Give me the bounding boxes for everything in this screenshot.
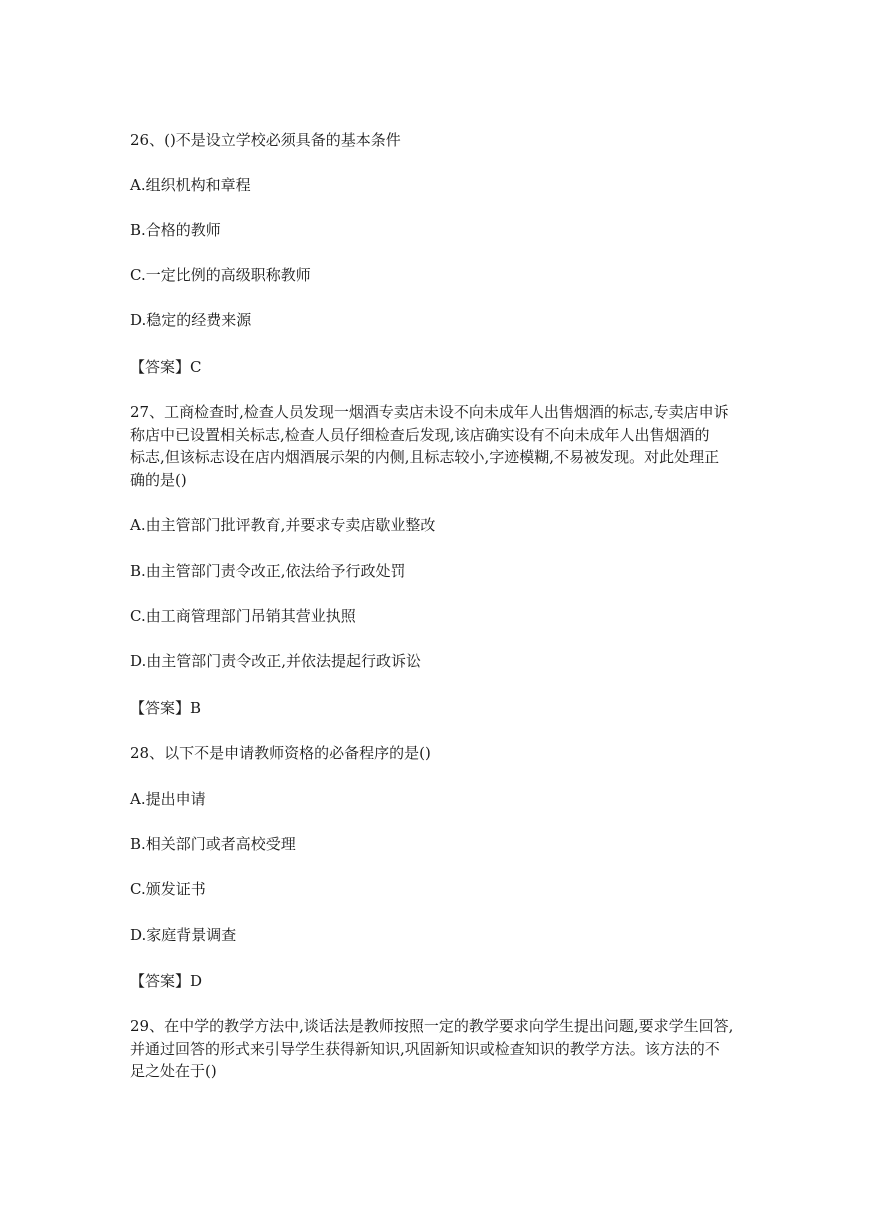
question-27-option-a: A.由主管部门批评教育,并要求专卖店歇业整改 (130, 516, 436, 534)
question-27-stem-line: 确的是() (130, 470, 187, 489)
question-26-option-d: D.稳定的经费来源 (130, 311, 252, 329)
question-28-option-c: C.颁发证书 (130, 880, 206, 898)
question-26-option-c: C.一定比例的高级职称教师 (130, 266, 311, 284)
question-27-stem-line: 标志,但该标志设在店内烟酒展示架的内侧,且标志较小,字迹模糊,不易被发现。对此处理正 (130, 448, 720, 466)
question-28-option-d: D.家庭背景调查 (130, 926, 237, 944)
question-26-option-b: B.合格的教师 (130, 221, 221, 239)
question-27-stem (130, 401, 745, 491)
question-27-stem-line: 称店中已设置相关标志,检查人员仔细检查后发现,该店确实设有不向未成年人出售烟酒的 (130, 425, 710, 444)
question-29-stem (130, 1015, 745, 1083)
question-29-stem-line: 29、在中学的教学方法中,谈话法是教师按照一定的教学要求向学生提出问题,要求学生回答, (130, 1017, 734, 1035)
question-26-stem: 26、()不是设立学校必须具备的基本条件 (130, 131, 401, 149)
question-27-answer: 【答案】B (130, 699, 202, 717)
question-28-answer: 【答案】D (130, 972, 203, 990)
question-27-option-b: B.由主管部门责令改正,依法给予行政处罚 (130, 562, 406, 580)
question-27-stem-line: 27、工商检查时,检查人员发现一烟酒专卖店未设不向未成年人出售烟酒的标志,专卖店申诉 (130, 403, 729, 421)
question-26-option-a: A.组织机构和章程 (130, 176, 251, 194)
question-29-stem-line: 足之处在于() (130, 1062, 217, 1080)
question-28-option-b: B.相关部门或者高校受理 (130, 835, 296, 853)
question-27-option-c: C.由工商管理部门吊销其营业执照 (130, 607, 356, 625)
question-27-option-d: D.由主管部门责令改正,并依法提起行政诉讼 (130, 652, 422, 670)
question-29-stem-line: 并通过回答的形式来引导学生获得新知识,巩固新知识或检查知识的教学方法。该方法的不 (130, 1039, 720, 1058)
question-28-option-a: A.提出申请 (130, 790, 206, 808)
question-26-answer: 【答案】C (130, 358, 202, 376)
question-28-stem: 28、以下不是申请教师资格的必备程序的是() (130, 744, 431, 762)
